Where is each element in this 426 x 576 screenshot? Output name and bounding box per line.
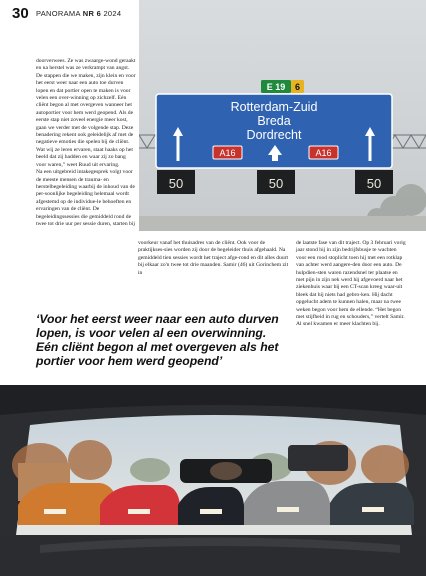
destination-1: Rotterdam-Zuid: [230, 100, 318, 114]
road-sign-photo: [139, 0, 426, 231]
destination-2: Breda: [257, 114, 291, 128]
road-number-left: A16: [219, 148, 236, 158]
speed-limit-2: 50: [268, 176, 284, 191]
route-badge-label: E 19: [266, 82, 286, 92]
paragraph: doorverwees. Ze was zwaarge-wond geraakt en na herstel was ze verkrampt van angst. De stappen die we maken, zijn klein en voor het eerst weer naar een auto toe durven lopen en dat portier open te maken is voor velen een over-winning op zichzelf. Eén cliënt begon al met overgeven wanneer het autoportier voor hem werd geopend. Als de eerste stap niet zoveel energie meer kost, gaan we verder met de volgende stap. Deze benadering rekent ook geleidelijk af met de negatieve emoties die spelen bij de cliënt. Wat wij ze leren ervaren, staat haaks op het beeld dat zij hadden en waar zij zo bang voor waren,” weet Ruud uit ervaring.: [36, 58, 136, 168]
paragraph: voorkeur vanaf het thuisadres van de cliënt. Ook voor de praktijkses-sies worden zij door de begeleider thuis afgehaald. Na gemiddeld tien sessies wordt het traject afge-rond en dit alles duurt bij elkaar zo'n twee tot drie maanden. Samir (46) uit Gorinchem zit in: [138, 240, 289, 276]
route-badge2-label: 6: [294, 82, 301, 92]
speed-limit-3: 50: [366, 176, 382, 191]
paragraph: Na een uitgebreid intakegesprek volgt voor de meeste mensen de trauma- en herstelbegeleiding waarbij de inhoud van de per-soonlijke begeleiding helemaal wordt afgestemd op de individue-le behoeften en ervaringen van de cliënt. De begeleidingssessies die gemiddeld rond de twee tot drie uur per sessie duren, starten bij: [36, 169, 135, 227]
speed-limit-1: 50: [168, 176, 184, 191]
article-column-3: [296, 240, 406, 329]
article-column-1: [36, 58, 136, 228]
pull-quote: ‘Voor het eerst weer naar een auto durven lopen, is voor velen al een overwinning. Eén cliënt begon al met overgeven als het portier voor hem werd geopend’: [36, 312, 279, 368]
page-number: 30: [12, 5, 29, 22]
car-interior-photo: [0, 385, 426, 576]
article-column-2: [138, 240, 292, 277]
road-number-right: A16: [315, 148, 332, 158]
paragraph: de laatste fase van dit traject. Op 3 februari vorig jaar stond hij in zijn bedrijfsbusje te wachten voor een rood stoplicht toen hij met een rotklap van achter werd aangere-den door een auto. De hulpdien-sten waren razendsnel ter plaatse en met pijn in zijn nek werd hij afgevoerd naar het ziekenhuis waar bij een CT-scan kreeg waar-uit bleek dat hij niets had gebro-ken. Hij dacht opgelucht adem te kunnen halen, maar na twee weken begon voor hem de ellende. “Het begon met stijfheid in rug en schouders,” vertelt Samir. Al snel kwamen er meer klachten bij.: [296, 240, 406, 328]
destination-3: Dordrecht: [246, 128, 302, 142]
magazine-title: PANORAMA NR 6 2024: [36, 9, 122, 18]
page-header: [0, 0, 139, 26]
